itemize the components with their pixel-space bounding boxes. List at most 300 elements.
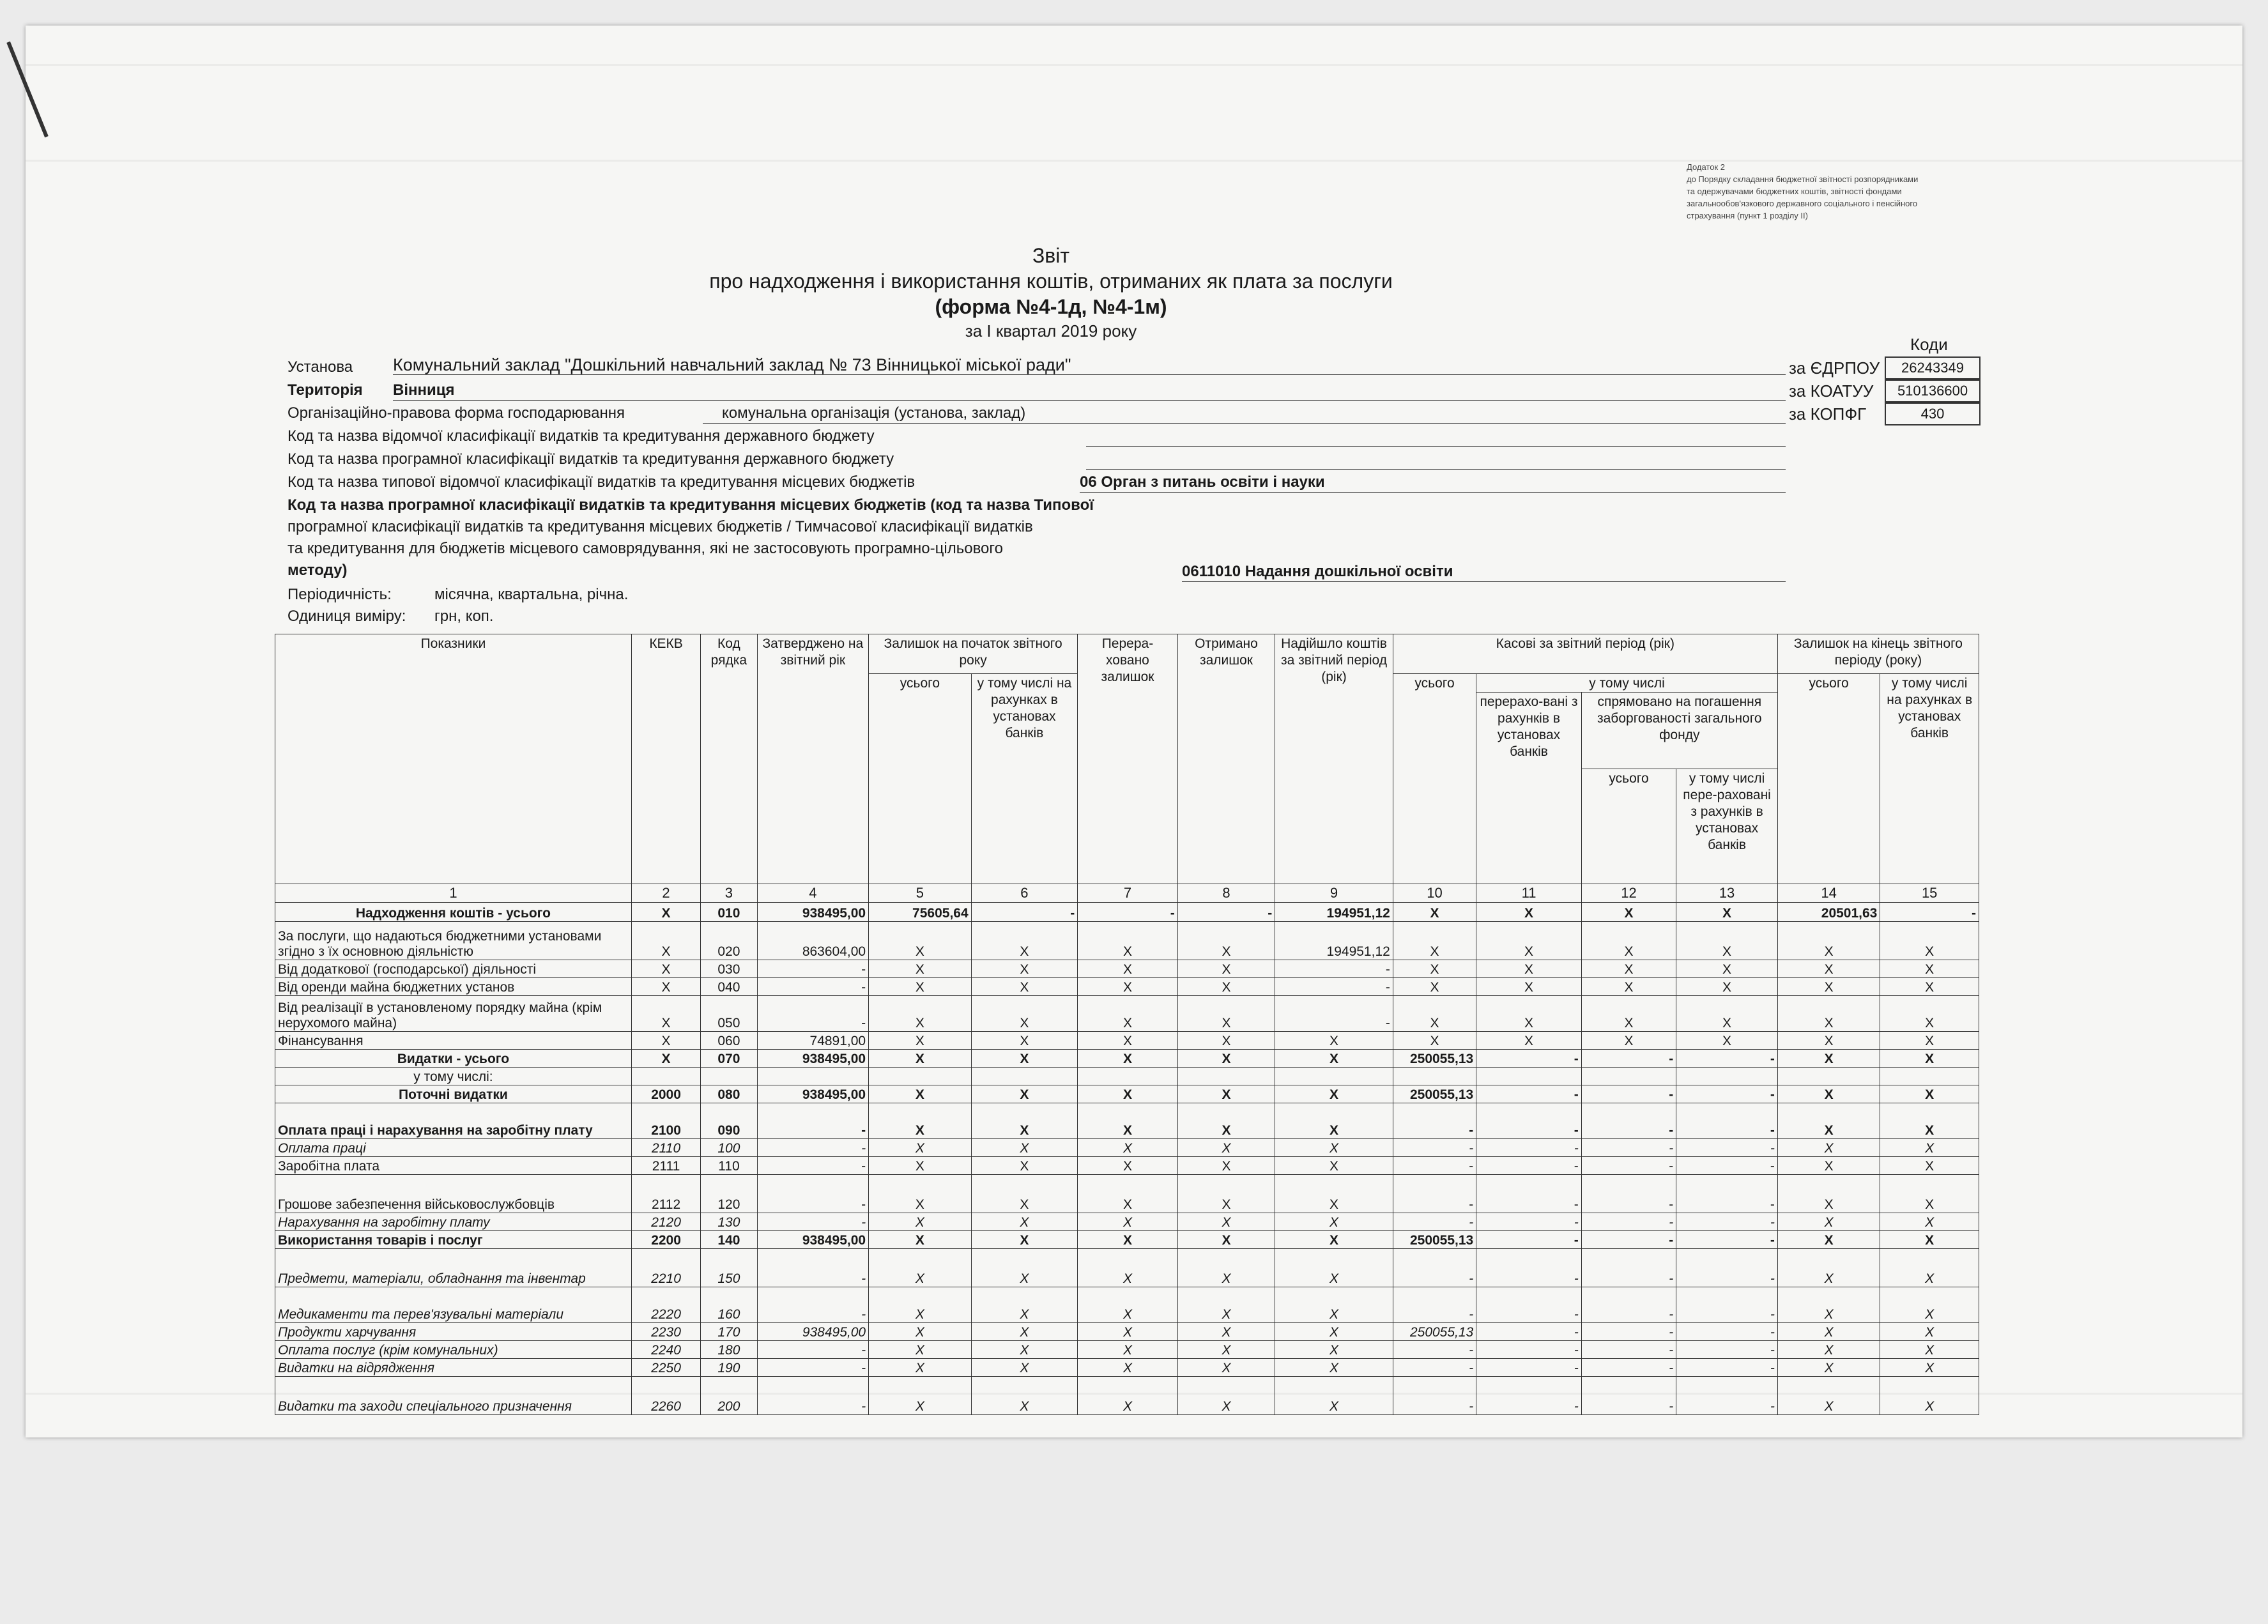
table-cell: X — [1078, 1323, 1178, 1341]
table-cell: X — [1177, 1377, 1275, 1415]
row-label: Від додаткової (господарської) діяльності — [275, 960, 632, 978]
local-class-label: методу) — [287, 562, 348, 579]
table-cell: 2240 — [631, 1341, 700, 1359]
row-label: Видатки - усього — [275, 1050, 632, 1068]
table-cell: X — [1078, 1341, 1178, 1359]
table-cell: X — [1581, 903, 1676, 922]
table-cell: X — [1880, 1175, 1979, 1213]
table-cell: 938495,00 — [757, 1231, 869, 1249]
code-value: 510136600 — [1885, 379, 1981, 402]
table-cell: X — [1275, 1032, 1393, 1050]
table-cell: X — [1777, 1157, 1880, 1175]
table-cell: - — [1275, 960, 1393, 978]
col-kekv: КЕКВ — [631, 634, 700, 884]
table-cell: X — [869, 1323, 972, 1341]
table-cell: X — [1177, 1085, 1275, 1103]
table-cell: - — [1177, 903, 1275, 922]
table-cell: X — [1777, 978, 1880, 996]
table-cell: - — [1676, 1050, 1778, 1068]
table-cell: X — [869, 1249, 972, 1287]
table-cell: X — [971, 1377, 1078, 1415]
table-cell: - — [1676, 1323, 1778, 1341]
table-cell: X — [869, 960, 972, 978]
table-cell: - — [1581, 1377, 1676, 1415]
table-cell: 2110 — [631, 1139, 700, 1157]
table-cell — [1393, 1068, 1476, 1085]
table-cell: - — [1476, 1249, 1582, 1287]
table-cell: 180 — [701, 1341, 757, 1359]
periodicity-value: місячна, квартальна, річна. — [434, 586, 629, 603]
table-cell: X — [1275, 1139, 1393, 1157]
table-cell: X — [1177, 996, 1275, 1032]
table-cell: - — [1676, 1341, 1778, 1359]
table-cell: X — [1880, 1139, 1979, 1157]
table-cell: 250055,13 — [1393, 1050, 1476, 1068]
table-row — [275, 1377, 1979, 1415]
column-number: 9 — [1275, 884, 1393, 903]
table-cell: 2250 — [631, 1359, 700, 1377]
table-cell: - — [757, 1213, 869, 1231]
local-class-label: програмної класифікації видатків та кредитування місцевих бюджетів / Тимчасової класифікації видатків — [287, 518, 1033, 535]
table-cell: X — [971, 1287, 1078, 1323]
col-received: Отримано залишок — [1177, 634, 1275, 884]
table-row — [275, 1157, 1979, 1175]
table-cell: X — [1676, 978, 1778, 996]
table-cell: X — [1177, 978, 1275, 996]
row-label: у тому числі: — [275, 1068, 632, 1085]
table-cell: X — [1777, 922, 1880, 960]
local-class-value: 0611010 Надання дошкільної освіти — [1182, 562, 1786, 582]
table-row — [275, 1085, 1979, 1103]
table-cell: 194951,12 — [1275, 903, 1393, 922]
table-row — [275, 1050, 1979, 1068]
table-cell: X — [971, 1359, 1078, 1377]
table-row — [275, 960, 1979, 978]
table-cell: X — [1177, 1139, 1275, 1157]
col-end-balance: Залишок на кінець звітного періоду (року) — [1777, 634, 1979, 674]
table-cell — [1880, 1068, 1979, 1085]
dept-class-label: Код та назва відомчої класифікації видатків та кредитування державного бюджету — [287, 427, 875, 445]
territory-label: Територія — [287, 381, 363, 399]
table-cell: 863604,00 — [757, 922, 869, 960]
table-cell: - — [1476, 1085, 1582, 1103]
table-cell: 250055,13 — [1393, 1231, 1476, 1249]
table-cell: - — [1476, 1359, 1582, 1377]
column-number: 12 — [1581, 884, 1676, 903]
table-cell: X — [1078, 1175, 1178, 1213]
title-line: Звіт — [1032, 244, 1070, 267]
row-label: Оплата праці і нарахування на заробітну плату — [275, 1103, 632, 1139]
annex-note — [1687, 161, 1981, 222]
table-cell: - — [1393, 1157, 1476, 1175]
table-cell: X — [1275, 1103, 1393, 1139]
table-cell: - — [757, 1377, 869, 1415]
table-row — [275, 1359, 1979, 1377]
scan-streak — [26, 64, 2242, 66]
table-cell: 2100 — [631, 1103, 700, 1139]
table-cell: 20501,63 — [1777, 903, 1880, 922]
table-cell: - — [757, 996, 869, 1032]
table-cell: 110 — [701, 1157, 757, 1175]
table-cell: X — [1177, 1103, 1275, 1139]
table-cell: X — [869, 1341, 972, 1359]
table-cell: X — [1880, 1359, 1979, 1377]
table-cell: X — [1777, 1341, 1880, 1359]
table-cell: - — [1676, 1213, 1778, 1231]
table-cell: X — [1676, 960, 1778, 978]
column-number: 15 — [1880, 884, 1979, 903]
table-cell: - — [1581, 1213, 1676, 1231]
table-cell — [701, 1068, 757, 1085]
column-number: 6 — [971, 884, 1078, 903]
table-cell: 190 — [701, 1359, 757, 1377]
table-cell: X — [1275, 1231, 1393, 1249]
table-cell: X — [1880, 922, 1979, 960]
column-number: 8 — [1177, 884, 1275, 903]
col-cash-total: усього — [1393, 674, 1476, 884]
col-debt-transferred: у тому числі пере-раховані з рахунків в установах банків — [1676, 769, 1778, 884]
table-cell: - — [757, 1287, 869, 1323]
col-start-total: усього — [869, 674, 972, 884]
table-cell: - — [757, 1139, 869, 1157]
table-cell: - — [1393, 1377, 1476, 1415]
col-end-banks: у тому числі на рахунках в установах банків — [1880, 674, 1979, 884]
table-cell: - — [1393, 1139, 1476, 1157]
table-cell: X — [1777, 960, 1880, 978]
program-class-value — [1086, 450, 1786, 470]
table-cell: X — [869, 1157, 972, 1175]
row-label: Видатки та заходи спеціального призначення — [275, 1377, 632, 1415]
table-cell: X — [971, 1323, 1078, 1341]
table-cell: X — [1275, 1341, 1393, 1359]
table-cell: X — [1880, 1032, 1979, 1050]
table-cell: X — [1777, 1032, 1880, 1050]
row-label: Медикаменти та перев'язувальні матеріали — [275, 1287, 632, 1323]
table-cell: X — [1177, 960, 1275, 978]
table-cell: - — [1581, 1359, 1676, 1377]
row-label: Поточні видатки — [275, 1085, 632, 1103]
table-cell: - — [757, 1359, 869, 1377]
table-cell: X — [1078, 978, 1178, 996]
col-code: Код рядка — [701, 634, 757, 884]
table-cell: 2210 — [631, 1249, 700, 1287]
table-row — [275, 1323, 1979, 1341]
table-cell: - — [1393, 1249, 1476, 1287]
table-cell: X — [1078, 1032, 1178, 1050]
table-cell: X — [1880, 1287, 1979, 1323]
table-cell: X — [1275, 1377, 1393, 1415]
row-label: Надходження коштів - усього — [275, 903, 632, 922]
table-cell: X — [869, 1103, 972, 1139]
table-cell: X — [1393, 960, 1476, 978]
column-number: 4 — [757, 884, 869, 903]
column-number: 11 — [1476, 884, 1582, 903]
table-cell: X — [1880, 1213, 1979, 1231]
table-cell: - — [757, 1157, 869, 1175]
table-cell: X — [1777, 1359, 1880, 1377]
table-cell: - — [1581, 1085, 1676, 1103]
table-cell: X — [1078, 996, 1178, 1032]
table-cell: - — [1581, 1103, 1676, 1139]
table-cell: X — [1177, 1032, 1275, 1050]
table-cell — [1078, 1068, 1178, 1085]
table-cell: X — [1777, 1085, 1880, 1103]
table-cell: X — [1676, 903, 1778, 922]
table-cell: X — [869, 1359, 972, 1377]
col-debt-total: усього — [1581, 769, 1676, 884]
table-cell — [1476, 1068, 1582, 1085]
table-cell: - — [1676, 1287, 1778, 1323]
local-class-label: та кредитування для бюджетів місцевого самоврядування, які не застосовують програмно-цільового — [287, 540, 1003, 557]
table-cell: - — [1476, 1050, 1582, 1068]
table-cell: X — [971, 978, 1078, 996]
table-cell: X — [1777, 1377, 1880, 1415]
row-label: Грошове забезпечення військовослужбовців — [275, 1175, 632, 1213]
table-cell: 75605,64 — [869, 903, 972, 922]
table-row — [275, 978, 1979, 996]
table-cell: X — [1880, 1103, 1979, 1139]
table-cell: - — [1393, 1175, 1476, 1213]
table-cell — [1275, 1068, 1393, 1085]
col-indicators: Показники — [275, 634, 632, 884]
table-cell: X — [631, 922, 700, 960]
table-cell: X — [1476, 922, 1582, 960]
table-cell: X — [869, 1085, 972, 1103]
unit-value: грн, коп. — [434, 608, 494, 625]
table-cell: - — [1476, 1323, 1582, 1341]
row-label: Продукти харчування — [275, 1323, 632, 1341]
table-cell: - — [1581, 1157, 1676, 1175]
table-cell: - — [1476, 1287, 1582, 1323]
table-cell: X — [971, 1139, 1078, 1157]
table-cell: 200 — [701, 1377, 757, 1415]
column-number: 5 — [869, 884, 972, 903]
table-cell: X — [1880, 978, 1979, 996]
table-cell: - — [1676, 1139, 1778, 1157]
table-cell: 2000 — [631, 1085, 700, 1103]
report-period: за І квартал 2019 року — [965, 321, 1137, 341]
table-cell: X — [1078, 1050, 1178, 1068]
institution-value: Комунальний заклад "Дошкільний навчальний заклад № 73 Вінницької міської ради" — [393, 355, 1786, 375]
table-cell: 150 — [701, 1249, 757, 1287]
table-cell: X — [1777, 1323, 1880, 1341]
table-cell: X — [631, 978, 700, 996]
table-cell: - — [1078, 903, 1178, 922]
table-row — [275, 1103, 1979, 1139]
dept-class-value — [1086, 427, 1786, 447]
annex-line: страхування (пункт 1 розділу ІІ) — [1687, 211, 1808, 220]
form-number: (форма №4-1д, №4-1м) — [935, 295, 1167, 318]
col-start-balance: Залишок на початок звітного року — [869, 634, 1078, 674]
table-cell: X — [1177, 922, 1275, 960]
table-cell: X — [1393, 996, 1476, 1032]
table-cell: 120 — [701, 1175, 757, 1213]
table-cell: X — [869, 1287, 972, 1323]
table-cell: - — [1581, 1249, 1676, 1287]
table-cell: X — [1676, 922, 1778, 960]
table-cell: X — [1275, 1359, 1393, 1377]
table-cell: X — [1275, 1249, 1393, 1287]
table-cell: X — [1880, 1050, 1979, 1068]
table-cell — [1676, 1068, 1778, 1085]
table-cell: 2220 — [631, 1287, 700, 1323]
table-cell: X — [1177, 1249, 1275, 1287]
table-row — [275, 922, 1979, 960]
column-number: 2 — [631, 884, 700, 903]
table-cell: X — [971, 1213, 1078, 1231]
table-cell: - — [1676, 1175, 1778, 1213]
table-cell: X — [631, 903, 700, 922]
code-label: за ЄДРПОУ — [1789, 358, 1880, 378]
column-number: 1 — [275, 884, 632, 903]
table-cell: X — [1581, 978, 1676, 996]
table-cell: X — [1676, 1032, 1778, 1050]
table-cell: X — [1581, 1032, 1676, 1050]
table-cell: - — [1676, 1249, 1778, 1287]
column-number: 7 — [1078, 884, 1178, 903]
table-cell: X — [631, 960, 700, 978]
table-cell: X — [1880, 960, 1979, 978]
table-cell: X — [971, 1157, 1078, 1175]
table-cell: - — [757, 1175, 869, 1213]
row-label: За послуги, що надаються бюджетними установами згідно з їх основною діяльністю — [275, 922, 632, 960]
table-cell: X — [1880, 996, 1979, 1032]
row-label: Від оренди майна бюджетних установ — [275, 978, 632, 996]
table-cell: X — [1777, 1287, 1880, 1323]
table-cell: 170 — [701, 1323, 757, 1341]
table-cell: - — [757, 960, 869, 978]
table-cell: X — [1476, 1032, 1582, 1050]
column-number: 13 — [1676, 884, 1778, 903]
table-cell: X — [1393, 978, 1476, 996]
table-cell — [631, 1068, 700, 1085]
table-cell: X — [971, 1103, 1078, 1139]
col-cash-transferred: перерахо-вані з рахунків в установах банків — [1476, 693, 1582, 884]
table-cell — [971, 1068, 1078, 1085]
table-cell: X — [971, 1050, 1078, 1068]
table-cell: X — [1393, 922, 1476, 960]
table-cell: X — [1880, 1341, 1979, 1359]
table-cell: 140 — [701, 1231, 757, 1249]
row-label: Видатки на відрядження — [275, 1359, 632, 1377]
table-cell: - — [1676, 1085, 1778, 1103]
table-cell: - — [1676, 1359, 1778, 1377]
code-koatuu — [1789, 379, 1981, 402]
table-cell: X — [1078, 960, 1178, 978]
table-cell: X — [1777, 996, 1880, 1032]
col-start-banks: у тому числі на рахунках в установах банків — [971, 674, 1078, 884]
title-line: про надходження і використання коштів, отриманих як плата за послуги — [709, 270, 1393, 293]
table-cell: 938495,00 — [757, 903, 869, 922]
row-label: Оплата праці — [275, 1139, 632, 1157]
table-cell: X — [1275, 1175, 1393, 1213]
table-cell: 080 — [701, 1085, 757, 1103]
table-cell: X — [631, 1032, 700, 1050]
code-value: 430 — [1885, 402, 1981, 425]
table-cell: X — [869, 1032, 972, 1050]
table-cell: X — [869, 1175, 972, 1213]
institution-label: Установа — [287, 358, 353, 376]
row-label: Використання товарів і послуг — [275, 1231, 632, 1249]
table-cell: - — [1476, 1213, 1582, 1231]
table-cell: - — [1581, 1341, 1676, 1359]
table-cell: X — [1581, 960, 1676, 978]
table-cell: X — [1777, 1175, 1880, 1213]
col-cash: Касові за звітний період (рік) — [1393, 634, 1777, 674]
table-cell: - — [1581, 1323, 1676, 1341]
table-cell: X — [869, 996, 972, 1032]
table-cell — [1177, 1068, 1275, 1085]
table-cell: X — [1078, 1157, 1178, 1175]
table-cell: - — [1676, 1377, 1778, 1415]
table-cell: X — [869, 978, 972, 996]
column-number: 3 — [701, 884, 757, 903]
table-cell: X — [1275, 1213, 1393, 1231]
table-row — [275, 1032, 1979, 1050]
legal-form-value: комунальна організація (установа, заклад) — [703, 404, 1786, 424]
table-cell: 2200 — [631, 1231, 700, 1249]
table-cell: - — [757, 1341, 869, 1359]
table-row — [275, 903, 1979, 922]
table-cell: - — [1676, 1103, 1778, 1139]
table-cell: X — [1777, 1050, 1880, 1068]
table-cell: X — [869, 1231, 972, 1249]
table-cell: 2120 — [631, 1213, 700, 1231]
table-cell: - — [1476, 1231, 1582, 1249]
table-cell: X — [1177, 1341, 1275, 1359]
table-cell: 74891,00 — [757, 1032, 869, 1050]
table-cell: - — [1476, 1377, 1582, 1415]
table-cell: - — [1476, 1157, 1582, 1175]
table-cell: X — [1777, 1139, 1880, 1157]
table-cell: X — [1880, 1377, 1979, 1415]
table-cell: 040 — [701, 978, 757, 996]
table-cell: X — [869, 1139, 972, 1157]
table-cell: X — [1777, 1213, 1880, 1231]
table-cell: - — [1393, 1213, 1476, 1231]
table-cell: 090 — [701, 1103, 757, 1139]
table-cell: - — [1275, 978, 1393, 996]
table-cell: X — [1880, 1085, 1979, 1103]
table-cell: - — [1476, 1139, 1582, 1157]
table-cell: X — [631, 996, 700, 1032]
annex-line: Додаток 2 — [1687, 162, 1725, 172]
table-cell: X — [1177, 1287, 1275, 1323]
table-cell: X — [1177, 1175, 1275, 1213]
column-numbers-row — [275, 884, 1979, 903]
table-cell: X — [1777, 1231, 1880, 1249]
col-cash-debt: спрямовано на погашення заборгованості загального фонду — [1581, 693, 1777, 769]
table-cell: 070 — [701, 1050, 757, 1068]
legal-form-label: Організаційно-правова форма господарювання — [287, 404, 625, 422]
table-cell: X — [1880, 1157, 1979, 1175]
table-cell: 250055,13 — [1393, 1085, 1476, 1103]
table-cell: - — [1393, 1103, 1476, 1139]
table-cell: X — [1177, 1157, 1275, 1175]
table-row — [275, 1175, 1979, 1213]
table-cell: X — [1078, 1085, 1178, 1103]
codes-header: Коди — [1910, 335, 1948, 354]
table-cell: X — [1078, 1377, 1178, 1415]
table-row — [275, 1249, 1979, 1287]
column-number: 10 — [1393, 884, 1476, 903]
table-cell: X — [869, 1377, 972, 1415]
table-cell: X — [1177, 1231, 1275, 1249]
table-row — [275, 1287, 1979, 1323]
table-cell: - — [1581, 1287, 1676, 1323]
table-cell: X — [1880, 1323, 1979, 1341]
code-kopfg — [1789, 402, 1981, 425]
